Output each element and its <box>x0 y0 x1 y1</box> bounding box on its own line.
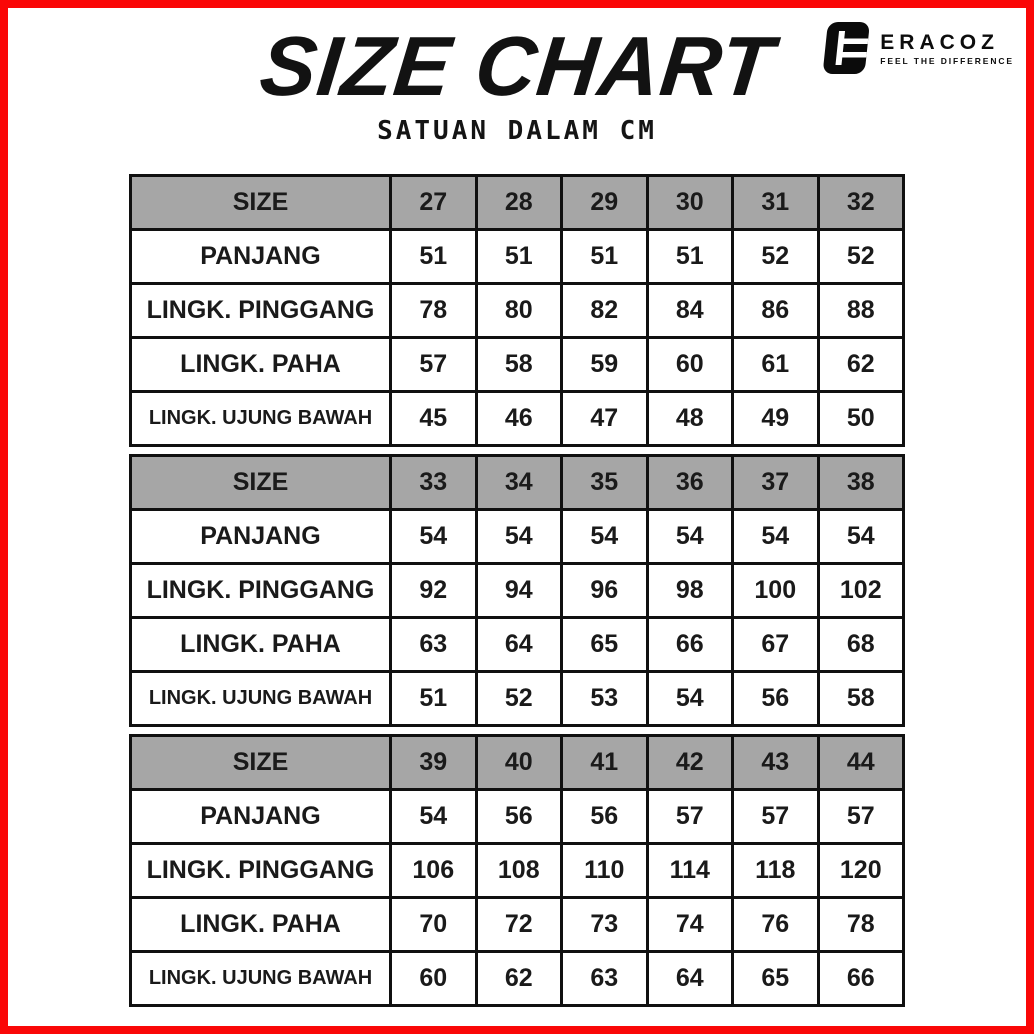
size-header-value: 36 <box>647 456 733 510</box>
measurement-value: 52 <box>733 230 819 284</box>
page-title: SIZE CHART <box>255 19 779 113</box>
measurement-row <box>131 284 904 338</box>
measurement-value: 96 <box>562 564 648 618</box>
measurement-value: 65 <box>733 952 819 1006</box>
measurement-value: 51 <box>562 230 648 284</box>
measurement-row <box>131 392 904 446</box>
size-header-value: 31 <box>733 176 819 230</box>
measurement-row <box>131 230 904 284</box>
measurement-value: 57 <box>391 338 477 392</box>
size-header-value: 28 <box>476 176 562 230</box>
size-header-row <box>131 456 904 510</box>
size-table-2 <box>129 454 905 727</box>
measurement-value: 58 <box>818 672 904 726</box>
size-header-value: 33 <box>391 456 477 510</box>
measurement-value: 54 <box>476 510 562 564</box>
measurement-value: 54 <box>818 510 904 564</box>
measurement-value: 62 <box>476 952 562 1006</box>
size-header-row <box>131 736 904 790</box>
measurement-value: 84 <box>647 284 733 338</box>
measurement-value: 98 <box>647 564 733 618</box>
size-header-value: 35 <box>562 456 648 510</box>
measurement-value: 49 <box>733 392 819 446</box>
size-tables <box>8 174 1026 1007</box>
measurement-label: LINGK. PAHA <box>131 618 391 672</box>
measurement-value: 66 <box>647 618 733 672</box>
measurement-row <box>131 672 904 726</box>
size-header-value: 42 <box>647 736 733 790</box>
measurement-value: 56 <box>733 672 819 726</box>
size-header-label: SIZE <box>131 736 391 790</box>
measurement-value: 61 <box>733 338 819 392</box>
measurement-label: LINGK. PINGGANG <box>131 284 391 338</box>
size-header-value: 37 <box>733 456 819 510</box>
measurement-value: 51 <box>391 672 477 726</box>
measurement-value: 63 <box>391 618 477 672</box>
measurement-value: 65 <box>562 618 648 672</box>
brand-name: ERACOZ <box>880 31 999 55</box>
measurement-value: 70 <box>391 898 477 952</box>
measurement-value: 66 <box>818 952 904 1006</box>
measurement-value: 86 <box>733 284 819 338</box>
measurement-value: 102 <box>818 564 904 618</box>
measurement-value: 54 <box>562 510 648 564</box>
measurement-row <box>131 952 904 1006</box>
size-header-label: SIZE <box>131 456 391 510</box>
measurement-value: 67 <box>733 618 819 672</box>
measurement-value: 59 <box>562 338 648 392</box>
measurement-value: 54 <box>647 672 733 726</box>
measurement-value: 118 <box>733 844 819 898</box>
measurement-value: 114 <box>647 844 733 898</box>
size-header-row <box>131 176 904 230</box>
measurement-value: 50 <box>818 392 904 446</box>
measurement-value: 54 <box>733 510 819 564</box>
measurement-value: 48 <box>647 392 733 446</box>
measurement-row <box>131 338 904 392</box>
measurement-value: 60 <box>647 338 733 392</box>
measurement-value: 51 <box>647 230 733 284</box>
measurement-label: PANJANG <box>131 790 391 844</box>
brand-tagline: FEEL THE DIFFERENCE <box>880 56 1014 67</box>
measurement-value: 46 <box>476 392 562 446</box>
size-header-value: 29 <box>562 176 648 230</box>
measurement-value: 57 <box>733 790 819 844</box>
size-header-value: 27 <box>391 176 477 230</box>
measurement-value: 82 <box>562 284 648 338</box>
measurement-value: 88 <box>818 284 904 338</box>
measurement-label: PANJANG <box>131 510 391 564</box>
measurement-value: 56 <box>562 790 648 844</box>
measurement-value: 57 <box>647 790 733 844</box>
measurement-value: 74 <box>647 898 733 952</box>
measurement-value: 72 <box>476 898 562 952</box>
measurement-value: 94 <box>476 564 562 618</box>
size-header-value: 40 <box>476 736 562 790</box>
measurement-row <box>131 898 904 952</box>
measurement-value: 78 <box>818 898 904 952</box>
measurement-row <box>131 510 904 564</box>
measurement-value: 47 <box>562 392 648 446</box>
measurement-value: 57 <box>818 790 904 844</box>
measurement-value: 51 <box>476 230 562 284</box>
measurement-value: 51 <box>391 230 477 284</box>
measurement-label: LINGK. PAHA <box>131 338 391 392</box>
measurement-value: 106 <box>391 844 477 898</box>
measurement-value: 54 <box>391 790 477 844</box>
measurement-label: LINGK. UJUNG BAWAH <box>131 672 391 726</box>
size-header-value: 32 <box>818 176 904 230</box>
size-header-value: 39 <box>391 736 477 790</box>
measurement-value: 45 <box>391 392 477 446</box>
measurement-row <box>131 564 904 618</box>
measurement-value: 78 <box>391 284 477 338</box>
measurement-row <box>131 790 904 844</box>
measurement-row <box>131 618 904 672</box>
size-header-value: 38 <box>818 456 904 510</box>
measurement-value: 120 <box>818 844 904 898</box>
measurement-label: LINGK. PINGGANG <box>131 844 391 898</box>
measurement-value: 108 <box>476 844 562 898</box>
measurement-value: 100 <box>733 564 819 618</box>
measurement-value: 76 <box>733 898 819 952</box>
measurement-row <box>131 844 904 898</box>
measurement-value: 52 <box>476 672 562 726</box>
measurement-value: 52 <box>818 230 904 284</box>
measurement-value: 68 <box>818 618 904 672</box>
measurement-value: 80 <box>476 284 562 338</box>
measurement-value: 92 <box>391 564 477 618</box>
measurement-value: 53 <box>562 672 648 726</box>
size-table-1 <box>129 174 905 447</box>
measurement-value: 58 <box>476 338 562 392</box>
measurement-value: 60 <box>391 952 477 1006</box>
measurement-label: LINGK. UJUNG BAWAH <box>131 952 391 1006</box>
measurement-value: 62 <box>818 338 904 392</box>
measurement-value: 63 <box>562 952 648 1006</box>
size-table-3 <box>129 734 905 1007</box>
size-header-label: SIZE <box>131 176 391 230</box>
measurement-value: 73 <box>562 898 648 952</box>
measurement-value: 54 <box>647 510 733 564</box>
measurement-label: LINGK. UJUNG BAWAH <box>131 392 391 446</box>
size-header-value: 30 <box>647 176 733 230</box>
measurement-label: PANJANG <box>131 230 391 284</box>
measurement-value: 64 <box>647 952 733 1006</box>
size-header-value: 41 <box>562 736 648 790</box>
size-header-value: 44 <box>818 736 904 790</box>
measurement-value: 54 <box>391 510 477 564</box>
size-header-value: 43 <box>733 736 819 790</box>
measurement-label: LINGK. PAHA <box>131 898 391 952</box>
size-header-value: 34 <box>476 456 562 510</box>
page-subtitle: SATUAN DALAM CM <box>377 116 657 146</box>
measurement-value: 56 <box>476 790 562 844</box>
measurement-label: LINGK. PINGGANG <box>131 564 391 618</box>
measurement-value: 110 <box>562 844 648 898</box>
measurement-value: 64 <box>476 618 562 672</box>
